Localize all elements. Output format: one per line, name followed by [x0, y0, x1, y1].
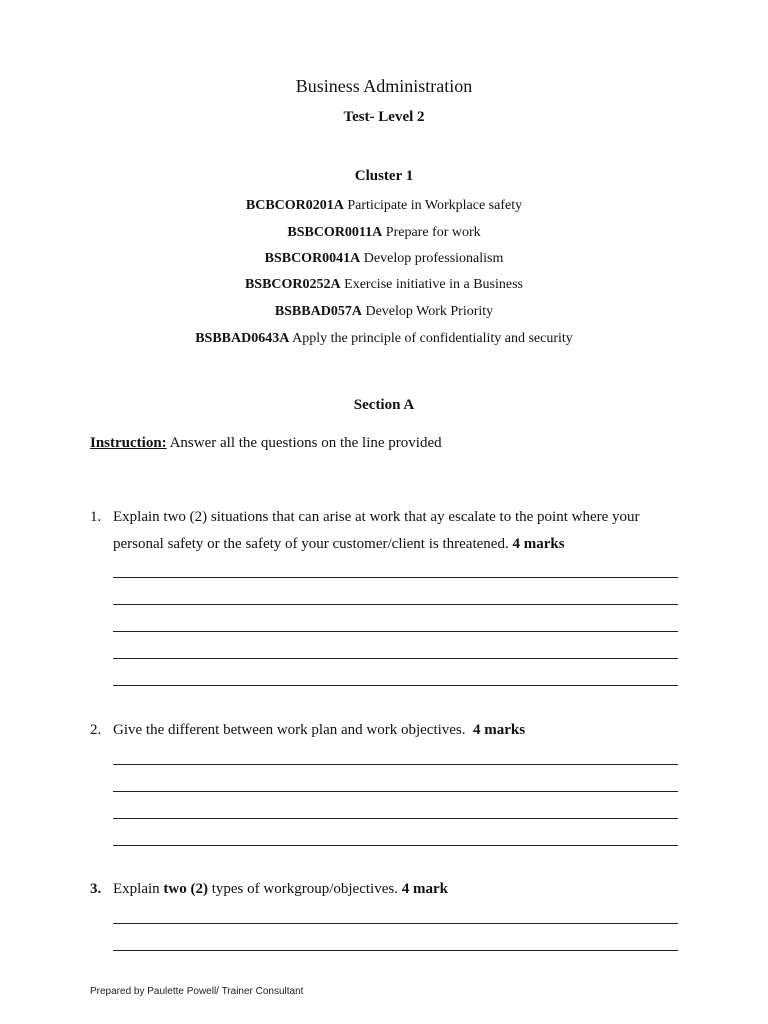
unit-code: BSBCOR0011A	[287, 225, 383, 240]
question-emphasis: two (2)	[163, 881, 208, 897]
unit-name: Develop professionalism	[363, 251, 504, 266]
question-text	[113, 717, 683, 744]
unit-item	[0, 198, 768, 214]
question-body: Explain two (2) situations that can arise at work that ay escalate to the point where your personal safety or the safety of your customer/client is threatened.	[113, 509, 640, 552]
unit-code: BSBBAD057A	[274, 304, 362, 319]
unit-code: BSBCOR0041A	[264, 251, 361, 266]
unit-name: Exercise initiative in a Business	[344, 277, 524, 292]
question-number: 3.	[90, 881, 102, 897]
section-heading: Section A	[353, 397, 415, 413]
answer-line[interactable]	[113, 685, 678, 686]
instruction-label: Instruction:	[90, 435, 167, 451]
answer-line[interactable]	[113, 658, 678, 659]
cluster-heading: Cluster 1	[354, 168, 414, 184]
answer-line[interactable]	[113, 604, 678, 605]
document-title: Business Administration	[295, 76, 473, 96]
unit-name: Prepare for work	[385, 225, 481, 240]
answer-line[interactable]	[113, 764, 678, 765]
page-footer: Prepared by Paulette Powell/ Trainer Consultant	[90, 986, 304, 997]
question-marks: 4 mark	[401, 881, 448, 897]
answer-line[interactable]	[113, 818, 678, 819]
answer-line[interactable]	[113, 631, 678, 632]
unit-item	[0, 331, 768, 347]
unit-name: Apply the principle of confidentiality and security	[292, 331, 573, 346]
unit-code: BCBCOR0201A	[245, 198, 344, 213]
question-body: Give the different between work plan and work objectives.	[113, 722, 474, 738]
instruction	[90, 435, 442, 452]
question-text	[113, 504, 683, 558]
question-body: Explain	[113, 881, 164, 897]
answer-line[interactable]	[113, 845, 678, 846]
answer-line[interactable]	[113, 577, 678, 578]
unit-name: Develop Work Priority	[365, 304, 494, 319]
unit-item	[0, 304, 768, 320]
unit-item	[0, 277, 768, 293]
unit-code: BSBCOR0252A	[244, 277, 341, 292]
unit-code: BSBBAD0643A	[195, 331, 290, 346]
answer-line[interactable]	[113, 950, 678, 951]
unit-name: Participate in Workplace safety	[347, 198, 523, 213]
question-number: 2.	[90, 722, 102, 738]
answer-line[interactable]	[113, 923, 678, 924]
question-number: 1.	[90, 509, 102, 525]
question-marks: 4 marks	[512, 536, 565, 552]
unit-item	[0, 251, 768, 267]
answer-line[interactable]	[113, 791, 678, 792]
question-body-end: types of workgroup/objectives.	[207, 881, 402, 897]
question-text	[113, 876, 683, 903]
unit-item	[0, 225, 768, 241]
document-subtitle: Test- Level 2	[343, 109, 425, 125]
instruction-text: Answer all the questions on the line provided	[166, 435, 442, 451]
question-marks: 4 marks	[473, 722, 526, 738]
